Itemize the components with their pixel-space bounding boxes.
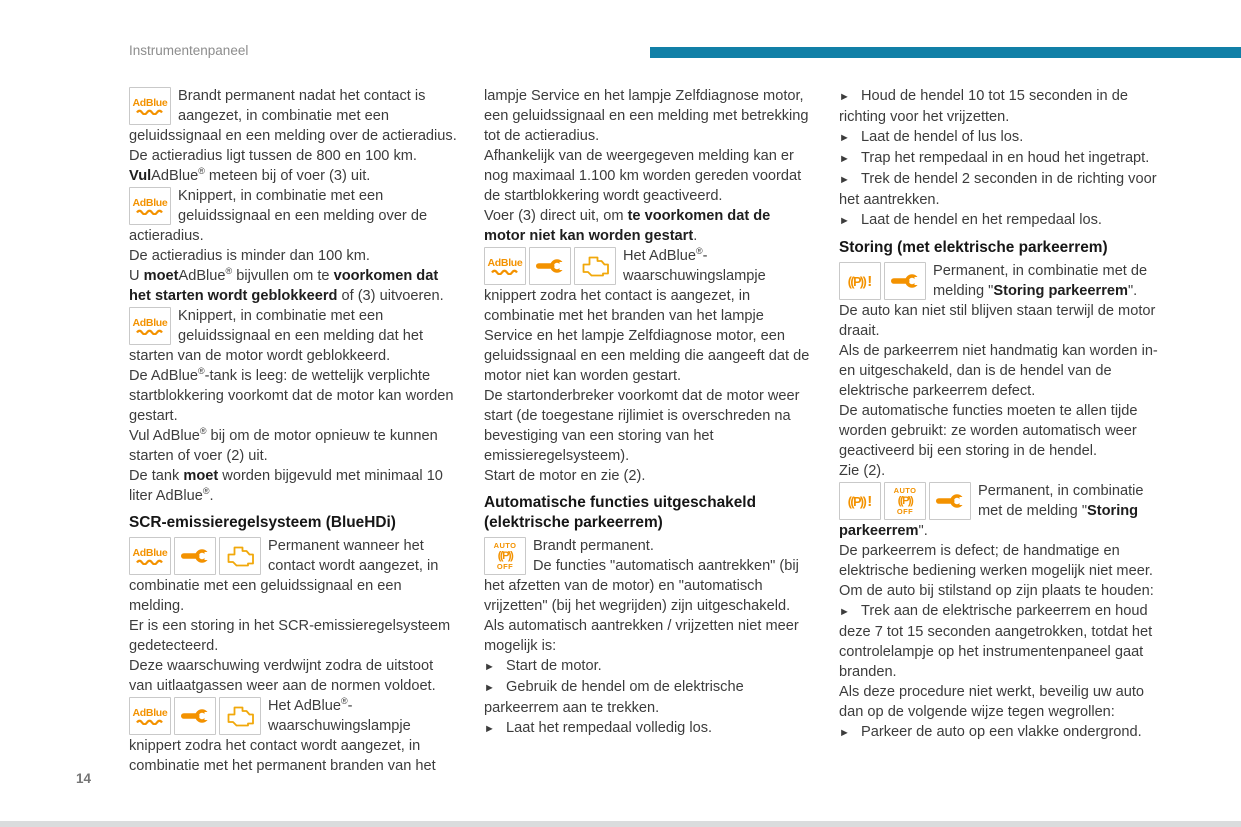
indicator-icon-group	[484, 247, 616, 285]
paragraph-text: Brandt permanent.	[533, 538, 654, 554]
paragraph	[129, 426, 457, 466]
page-number: 14	[76, 771, 92, 786]
adblue-icon	[129, 697, 171, 735]
paragraph	[129, 656, 457, 696]
paragraph-text: Als deze procedure niet werkt, beveilig uw auto dan op de volgende wijze tegen wegrollen:	[839, 684, 1145, 720]
indicator-icon-group	[129, 187, 171, 225]
paragraph	[129, 466, 457, 506]
paragraph	[129, 306, 457, 366]
brake-warning-icon	[839, 262, 881, 300]
paragraph-text: Als de parkeerrem niet handmatig kan worden in- en uitgeschakeld, dan is de hendel van de elektrische parkeerrem defect.	[839, 343, 1158, 399]
bullet-item	[484, 656, 812, 677]
adblue-label: AdBlue	[132, 196, 168, 209]
engine-icon	[219, 537, 261, 575]
bullet-item	[839, 601, 1167, 682]
paragraph-text: De startonderbreker voorkomt dat de motor weer start (de toegestane rijlimiet is overschreden na bevestiging van een storing van het emissieregelsysteem).	[484, 388, 800, 464]
section-heading: SCR-emissieregelsysteem (BlueHDi)	[129, 514, 396, 531]
paragraph-text: De auto kan niet stil blijven staan terwijl de motor draait.	[839, 303, 1156, 339]
paragraph-text: De tank moet worden bijgevuld met minimaal 10 liter AdBlue®.	[129, 468, 443, 504]
paragraph-text: Deze waarschuwing verdwijnt zodra de uitstoot van uitlaatgassen weer aan de normen voldoet.	[129, 658, 436, 694]
bullet-item	[484, 677, 812, 718]
paragraph	[129, 166, 457, 186]
bullet-item	[839, 127, 1167, 148]
park-symbol: ((P))	[847, 494, 866, 509]
paragraph	[484, 86, 812, 146]
exclamation-mark: !	[867, 272, 873, 290]
off-label: OFF	[496, 561, 514, 571]
bullet-item	[839, 148, 1167, 169]
paragraph-text: De actieradius ligt tussen de 800 en 100 km.	[129, 148, 417, 164]
bullet-text: Laat de hendel en het rempedaal los.	[861, 212, 1102, 228]
indicator-icon-group	[129, 697, 261, 735]
paragraph	[129, 616, 457, 656]
park-symbol: ((P))	[847, 274, 866, 289]
paragraph-text: De functies "automatisch aantrekken" (bij het afzetten van de motor) en "automatisch vrijzetten" (bij het wegrijden) zijn uitgeschakeld.	[484, 558, 799, 614]
bullet-text: Laat het rempedaal volledig los.	[506, 720, 713, 736]
park-symbol: ((P))	[497, 549, 513, 562]
paragraph-text: Permanent, in combinatie met de melding "Storing parkeerrem".	[839, 483, 1144, 539]
paragraph-text: De AdBlue®-tank is leeg: de wettelijk verplichte startblokkering voorkomt dat de motor kan worden gestart.	[129, 366, 454, 424]
adblue-icon	[484, 247, 526, 285]
paragraph-text: lampje Service en het lampje Zelfdiagnose motor, een geluidssignaal en een melding met betrekking tot de actieradius.	[484, 88, 809, 144]
wrench-icon	[929, 482, 971, 520]
paragraph	[129, 266, 457, 306]
adblue-label: AdBlue	[487, 256, 523, 269]
park-symbol: ((P))	[897, 494, 913, 507]
paragraph-text: Vul AdBlue® bij om de motor opnieuw te kunnen starten of voer (2) uit.	[129, 426, 438, 464]
adblue-label: AdBlue	[132, 316, 168, 329]
page-bottom-edge	[0, 821, 1241, 827]
paragraph-text: Voer (3) direct uit, om te voorkomen dat de motor niet kan worden gestart.	[484, 208, 771, 244]
paragraph	[839, 541, 1167, 581]
auto-label: AUTO	[493, 541, 517, 550]
adblue-label: AdBlue	[132, 706, 168, 719]
section-heading: Storing (met elektrische parkeerrem)	[839, 239, 1108, 256]
bullet-text: Trap het rempedaal in en houd het ingetrapt.	[861, 150, 1150, 166]
indicator-icon-group	[484, 537, 526, 575]
bullet-arrow-icon: ►	[839, 215, 850, 227]
adblue-icon	[129, 537, 171, 575]
paragraph-text: De automatische functies moeten te allen tijde worden gebruikt: ze worden automatisch weer geactiveerd bij een storing in de hendel.	[839, 403, 1138, 459]
bullet-arrow-icon: ►	[839, 606, 850, 618]
engine-icon	[574, 247, 616, 285]
indicator-icon-group	[839, 262, 926, 300]
indicator-icon-group	[839, 482, 971, 520]
off-label: OFF	[896, 506, 914, 516]
paragraph	[484, 556, 812, 616]
brake-warning-icon	[839, 482, 881, 520]
adblue-icon	[129, 187, 171, 225]
paragraph	[484, 536, 812, 571]
paragraph-text: Zie (2).	[839, 463, 886, 479]
paragraph	[484, 246, 812, 386]
paragraph-text: Het AdBlue®-waarschuwingslampje knippert zodra het contact is aangezet, in combinatie met het branden van het lampje Service en het lampje Zelfdiagnose motor, een geluidssignaal en een melding die aangeeft dat de motor niet kan worden gestart.	[484, 246, 810, 384]
bullet-arrow-icon: ►	[484, 661, 495, 673]
bullet-arrow-icon: ►	[484, 723, 495, 735]
paragraph	[484, 146, 812, 206]
bullet-item	[839, 169, 1167, 210]
paragraph	[129, 146, 457, 166]
wrench-icon	[174, 697, 216, 735]
exclamation-mark: !	[867, 492, 873, 510]
paragraph-text: VulAdBlue® meteen bij of voer (3) uit.	[129, 166, 371, 184]
paragraph	[839, 682, 1167, 722]
paragraph	[484, 386, 812, 466]
paragraph	[839, 261, 1167, 301]
auto-park-off-icon	[884, 482, 926, 520]
wrench-icon	[529, 247, 571, 285]
paragraph-text: Knippert, in combinatie met een geluidssignaal en een melding dat het starten van de motor wordt geblokkeerd.	[129, 308, 424, 364]
bullet-text: Start de motor.	[506, 658, 602, 674]
bullet-arrow-icon: ►	[484, 682, 495, 694]
paragraph	[839, 341, 1167, 401]
paragraph	[839, 481, 1167, 541]
column-2	[484, 86, 812, 739]
bullet-text: Laat de hendel of lus los.	[861, 129, 1024, 145]
column-3	[839, 86, 1167, 743]
paragraph	[484, 206, 812, 246]
auto-label: AUTO	[893, 486, 917, 495]
bullet-item	[839, 722, 1167, 743]
paragraph-text: Afhankelijk van de weergegeven melding kan er nog maximaal 1.100 km worden gereden voordat de startblokkering wordt geactiveerd.	[484, 148, 802, 204]
paragraph-text: Als automatisch aantrekken / vrijzetten niet meer mogelijk is:	[484, 618, 799, 654]
bullet-text: Trek de hendel 2 seconden in de richting voor het aantrekken.	[839, 171, 1157, 208]
paragraph-text: U moetAdBlue® bijvullen om te voorkomen dat het starten wordt geblokkeerd of (3) uitvoeren.	[129, 266, 444, 304]
indicator-icon-group	[129, 307, 171, 345]
wrench-icon	[174, 537, 216, 575]
accent-bar	[650, 47, 1241, 58]
wrench-icon	[884, 262, 926, 300]
bullet-item	[839, 210, 1167, 231]
engine-icon	[219, 697, 261, 735]
paragraph	[129, 86, 457, 146]
paragraph	[129, 696, 457, 776]
paragraph	[839, 301, 1167, 341]
paragraph	[129, 186, 457, 246]
page-header-title: Instrumentenpaneel	[129, 43, 249, 58]
paragraph-text: De parkeerrem is defect; de handmatige en elektrische bediening werken mogelijk niet meer.	[839, 543, 1153, 579]
adblue-icon	[129, 87, 171, 125]
bullet-item	[839, 86, 1167, 127]
paragraph-text: Om de auto bij stilstand op zijn plaats te houden:	[839, 583, 1154, 599]
paragraph-text: Permanent wanneer het contact wordt aangezet, in combinatie met een geluidssignaal en een melding.	[129, 538, 439, 614]
bullet-arrow-icon: ►	[839, 91, 850, 103]
paragraph-text: De actieradius is minder dan 100 km.	[129, 248, 370, 264]
paragraph-text: Permanent, in combinatie met de melding "Storing parkeerrem".	[933, 263, 1148, 299]
adblue-label: AdBlue	[132, 96, 168, 109]
column-1	[129, 86, 457, 776]
paragraph	[484, 466, 812, 486]
adblue-icon	[129, 307, 171, 345]
indicator-icon-group	[129, 537, 261, 575]
paragraph-text: Er is een storing in het SCR-emissieregelsysteem gedetecteerd.	[129, 618, 451, 654]
paragraph-text: Knippert, in combinatie met een geluidssignaal en een melding over de actieradius.	[129, 188, 428, 244]
bullet-text: Houd de hendel 10 tot 15 seconden in de richting voor het vrijzetten.	[839, 88, 1128, 125]
paragraph	[839, 461, 1167, 481]
paragraph	[839, 581, 1167, 601]
auto-park-off-icon	[484, 537, 526, 575]
bullet-text: Parkeer de auto op een vlakke ondergrond.	[861, 724, 1142, 740]
section-heading: Automatische functies uitgeschakeld (elektrische parkeerrem)	[484, 494, 756, 531]
bullet-item	[484, 718, 812, 739]
paragraph-text: Start de motor en zie (2).	[484, 468, 646, 484]
paragraph	[484, 616, 812, 656]
adblue-label: AdBlue	[132, 546, 168, 559]
bullet-text: Trek aan de elektrische parkeerrem en houd deze 7 tot 15 seconden aangetrokken, totdat het controlelampje op het instrumentenpaneel gaat branden.	[839, 603, 1153, 680]
paragraph	[839, 401, 1167, 461]
paragraph	[129, 246, 457, 266]
bullet-arrow-icon: ►	[839, 727, 850, 739]
paragraph	[129, 536, 457, 616]
paragraph	[129, 366, 457, 426]
bullet-arrow-icon: ►	[839, 153, 850, 165]
indicator-icon-group	[129, 87, 171, 125]
paragraph-text: Brandt permanent nadat het contact is aangezet, in combinatie met een geluidssignaal en een melding over de actieradius.	[129, 88, 457, 144]
bullet-arrow-icon: ►	[839, 132, 850, 144]
paragraph-text: Het AdBlue®-waarschuwingslampje knippert zodra het contact wordt aangezet, in combinatie met het permanent branden van het	[129, 696, 436, 774]
bullet-text: Gebruik de hendel om de elektrische parkeerrem aan te trekken.	[484, 679, 744, 716]
bullet-arrow-icon: ►	[839, 174, 850, 186]
